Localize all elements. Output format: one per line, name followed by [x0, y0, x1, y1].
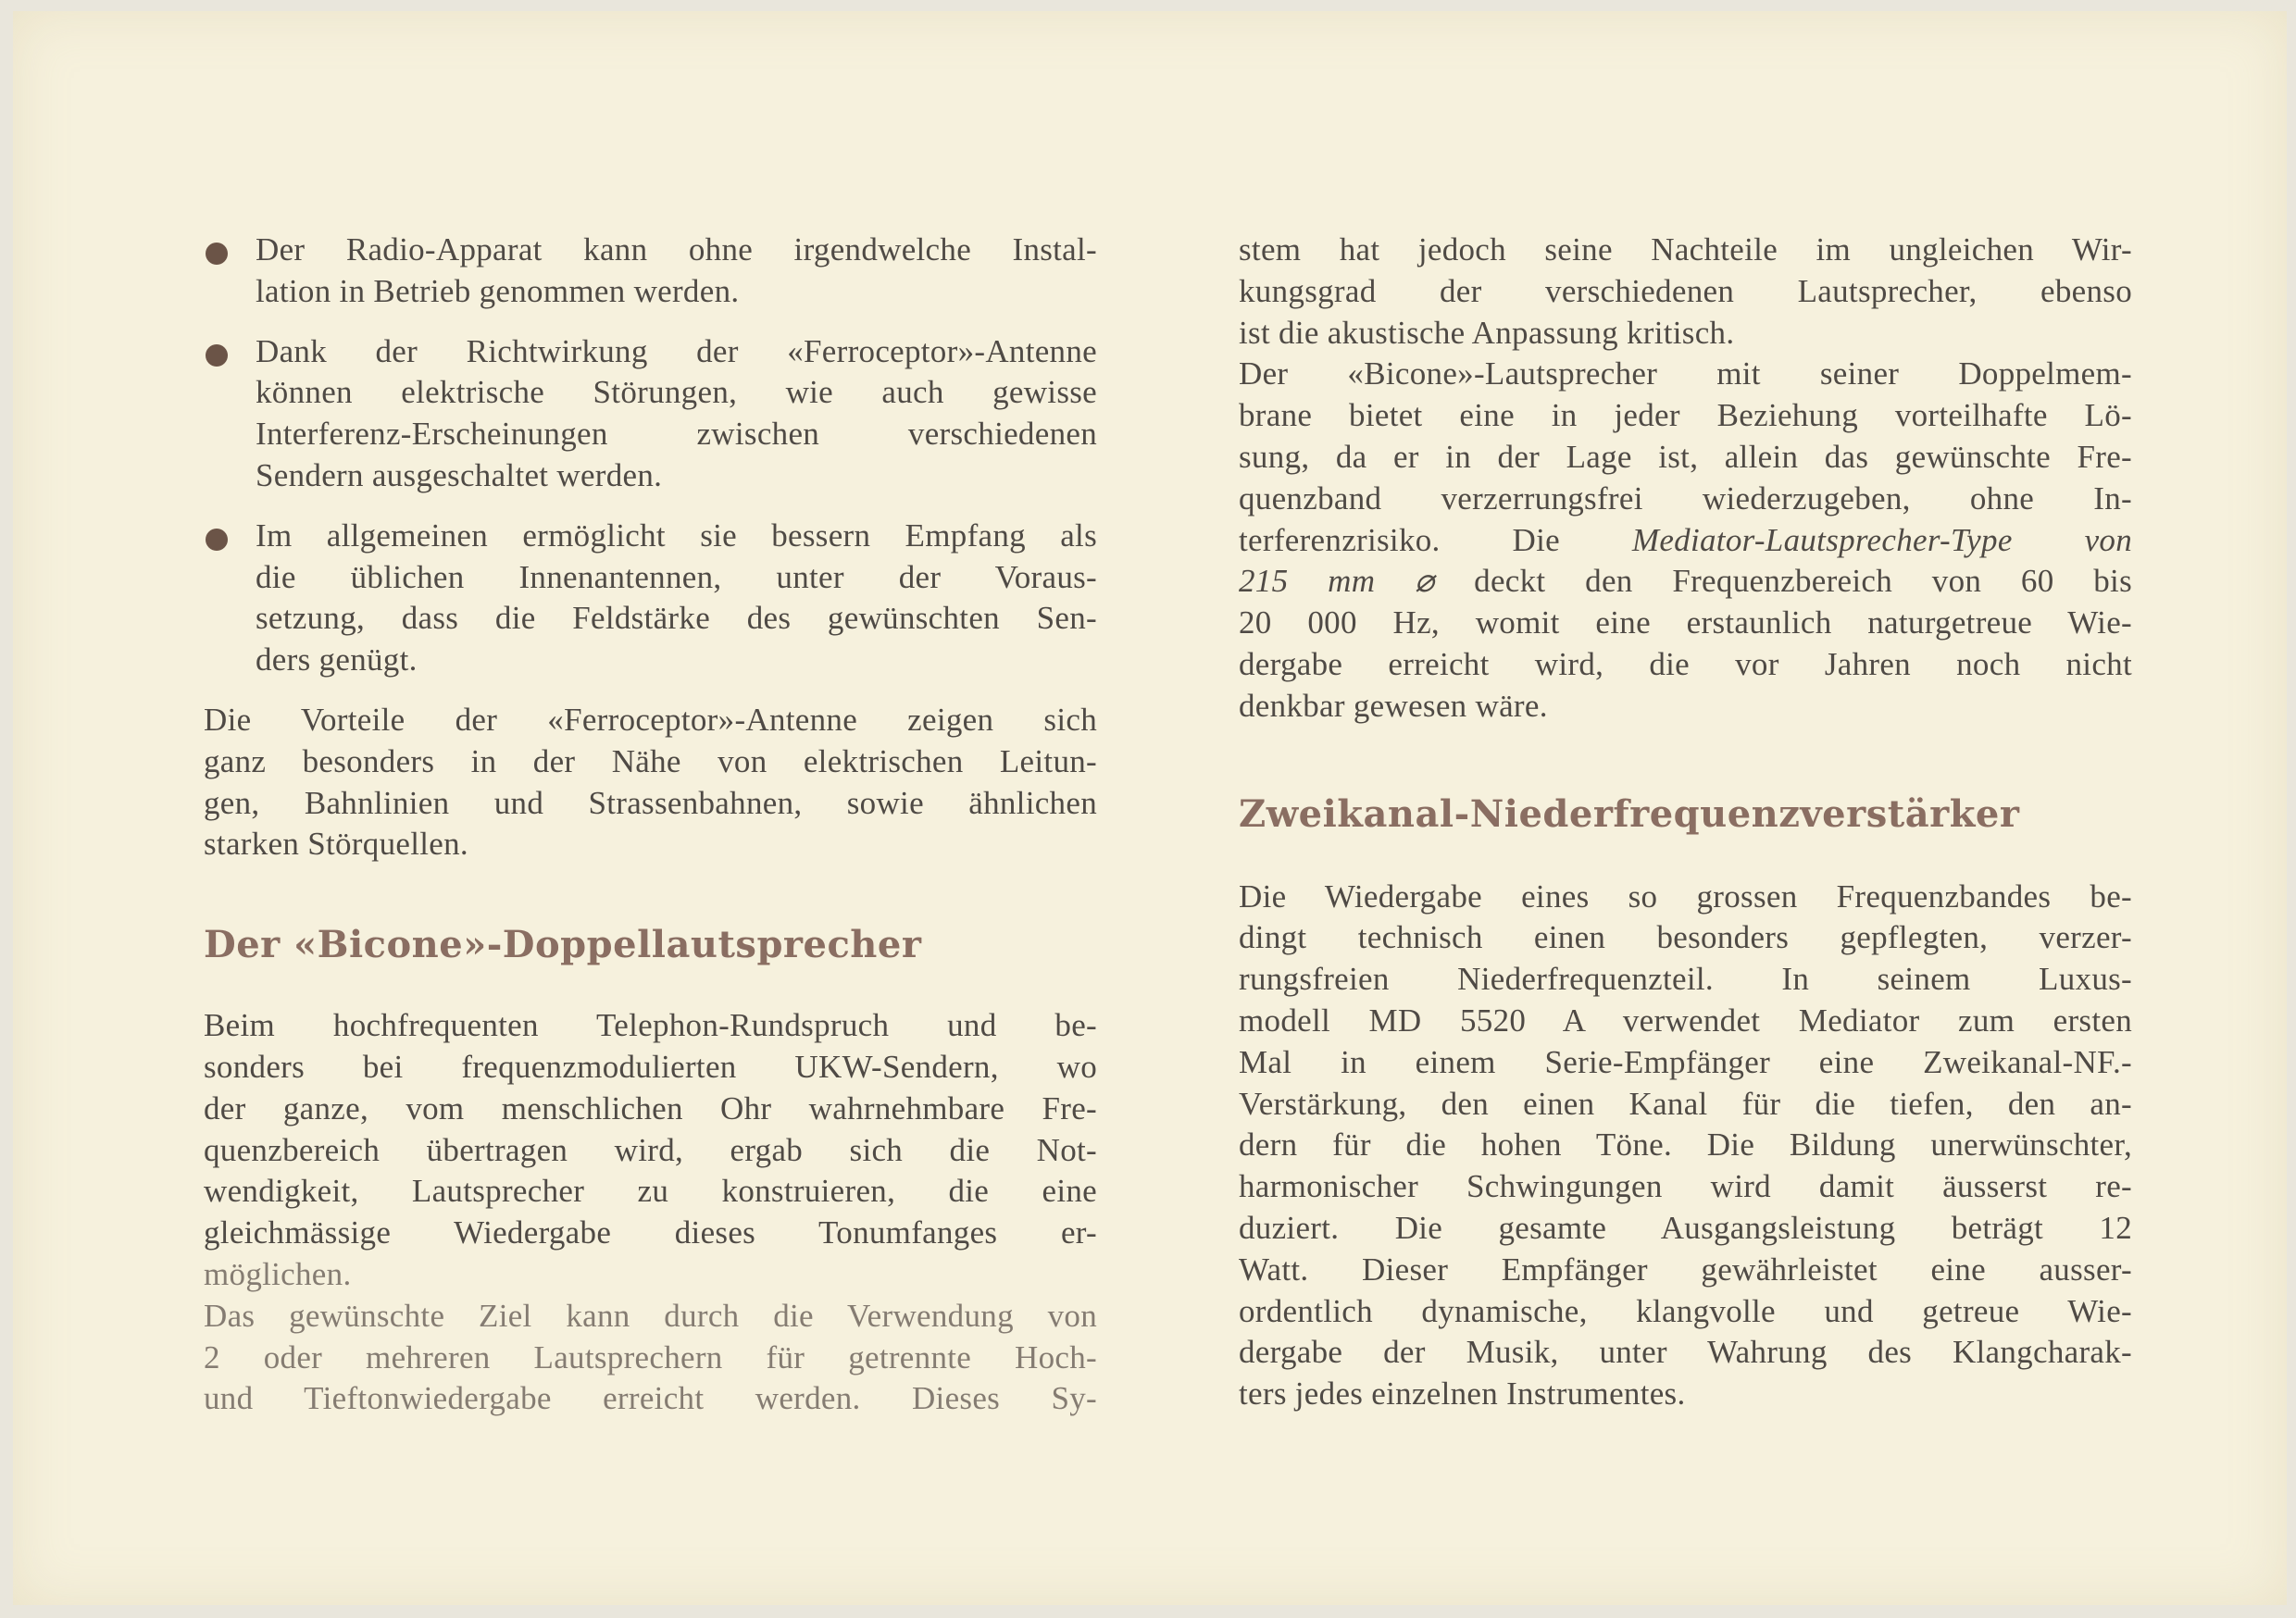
italic-text-run: Mediator-Lautsprecher-Type von — [1631, 521, 2133, 558]
text-line: modell MD 5520 A verwendet Mediator zum ersten — [1239, 1002, 2132, 1039]
text-line: dern für die hohen Töne. Die Bildung unerwünschter, — [1239, 1126, 2132, 1164]
bullet-item — [204, 230, 1097, 313]
text-line: Im allgemeinen ermöglicht sie bessern Empfang als — [256, 517, 1097, 554]
text-line: setzung, dass die Feldstärke des gewünschten Sen- — [256, 600, 1097, 637]
text-line: Die Vorteile der «Ferroceptor»-Antenne zeigen sich — [204, 701, 1097, 738]
text-line: stem hat jedoch seine Nachteile im ungleichen Wir- — [1239, 231, 2132, 268]
italic-text-run: 215 mm ⌀ — [1239, 563, 1435, 600]
paragraph-amplifier — [1239, 877, 2132, 1415]
text-line: Dank der Richtwirkung der «Ferroceptor»-Antenne — [256, 332, 1097, 369]
booklet-page — [13, 11, 2287, 1605]
bullet-dot-icon — [206, 344, 228, 367]
section-heading-amplifier: Zweikanal-Niederfrequenzverstärker — [1239, 791, 2020, 836]
paragraph-bicone-solution — [1239, 354, 2132, 727]
text-line: ist die akustische Anpassung kritisch. — [1239, 314, 1735, 351]
text-line: 20 000 Hz, womit eine erstaunlich naturgetreue Wie- — [1239, 604, 2132, 641]
text-line: Die Wiedergabe eines so grossen Frequenzbandes be- — [1239, 877, 2132, 915]
bullet-item — [204, 331, 1097, 497]
text-line: Watt. Dieser Empfänger gewährleistet eine ausser- — [1239, 1251, 2132, 1288]
text-line: lation in Betrieb genommen werden. — [256, 272, 740, 309]
text-line: brane bietet eine in jeder Beziehung vorteilhafte Lö- — [1239, 397, 2132, 434]
text-line: harmonischer Schwingungen wird damit äusserst re- — [1239, 1168, 2132, 1205]
paragraph-system-drawbacks — [1239, 230, 2132, 354]
text-line: Mal in einem Serie-Empfänger eine Zweikanal-NF.- — [1239, 1043, 2132, 1080]
bullet-text — [256, 516, 1097, 681]
text-line: der ganze, vom menschlichen Ohr wahrnehmbare Fre- — [204, 1089, 1097, 1126]
text-line: Der «Bicone»-Lautsprecher mit seiner Doppelmem- — [1239, 355, 2132, 392]
text-run: deckt den Frequenzbereich von 60 bis — [1434, 563, 2132, 600]
text-line: Beim hochfrequenten Telephon-Rundspruch und be- — [204, 1007, 1097, 1044]
text-line: kungsgrad der verschiedenen Lautsprecher, ebenso — [1239, 272, 2132, 309]
paragraph-speaker-goal — [204, 1296, 1097, 1420]
text-line: möglichen. — [204, 1255, 352, 1292]
text-line: und Tieftonwiedergabe erreicht werden. Dieses Sy- — [204, 1380, 1097, 1417]
text-line: gleichmässige Wiedergabe dieses Tonumfanges er- — [204, 1214, 1097, 1251]
right-column — [1239, 230, 2132, 1415]
text-line: 2 oder mehreren Lautsprechern für getrennte Hoch- — [204, 1338, 1097, 1375]
text-line: Das gewünschte Ziel kann durch die Verwendung von — [204, 1297, 1097, 1334]
text-line: duziert. Die gesamte Ausgangsleistung beträgt 12 — [1239, 1209, 2132, 1246]
text-line: ordentlich dynamische, klangvolle und getreue Wie- — [1239, 1292, 2132, 1329]
text-line: können elektrische Störungen, wie auch gewisse — [256, 374, 1097, 411]
text-line: denkbar gewesen wäre. — [1239, 687, 1548, 724]
paragraph-bicone-intro — [204, 1005, 1097, 1296]
text-line: ganz besonders in der Nähe von elektrischen Leitun- — [204, 742, 1097, 779]
bullet-text — [256, 230, 1097, 313]
left-column — [204, 230, 1097, 1420]
bullet-dot-icon — [206, 243, 228, 265]
text-line: dergabe erreicht wird, die vor Jahren noch nicht — [1239, 645, 2132, 682]
text-line: dergabe der Musik, unter Wahrung des Klangcharak- — [1239, 1334, 2132, 1371]
text-line: rungsfreien Niederfrequenzteil. In seinem Luxus- — [1239, 961, 2132, 998]
bullet-item — [204, 516, 1097, 681]
text-line: ders genügt. — [256, 641, 418, 678]
text-line: gen, Bahnlinien und Strassenbahnen, sowie ähnlichen — [204, 784, 1097, 821]
text-line: quenzbereich übertragen wird, ergab sich die Not- — [204, 1131, 1097, 1168]
text-line: Interferenz-Erscheinungen zwischen verschiedenen — [256, 416, 1097, 453]
text-line: sung, da er in der Lage ist, allein das gewünschte Fre- — [1239, 438, 2132, 475]
text-line: starken Störquellen. — [204, 826, 468, 863]
text-run: terferenzrisiko. Die — [1239, 521, 1632, 558]
text-line: dingt technisch einen besonders gepflegten, verzer- — [1239, 919, 2132, 956]
text-line: quenzband verzerrungsfrei wiederzugeben, ohne In- — [1239, 479, 2132, 517]
text-line: die üblichen Innenantennen, unter der Voraus- — [256, 558, 1097, 595]
text-line — [1239, 561, 2132, 603]
text-line: Der Radio-Apparat kann ohne irgendwelche Instal- — [256, 231, 1097, 268]
bullet-text — [256, 331, 1097, 497]
text-line: Sendern ausgeschaltet werden. — [256, 456, 663, 493]
text-line: ters jedes einzelnen Instrumentes. — [1239, 1375, 1686, 1413]
text-line: Verstärkung, den einen Kanal für die tiefen, den an- — [1239, 1085, 2132, 1122]
text-line: wendigkeit, Lautsprecher zu konstruieren, die eine — [204, 1173, 1097, 1210]
text-line: sonders bei frequenzmodulierten UKW-Sendern, wo — [204, 1048, 1097, 1085]
section-heading-bicone: Der «Bicone»-Doppellautsprecher — [204, 923, 922, 967]
text-line — [1239, 520, 2132, 562]
bullet-dot-icon — [206, 529, 228, 551]
paragraph-antenna-advantages — [204, 700, 1097, 865]
